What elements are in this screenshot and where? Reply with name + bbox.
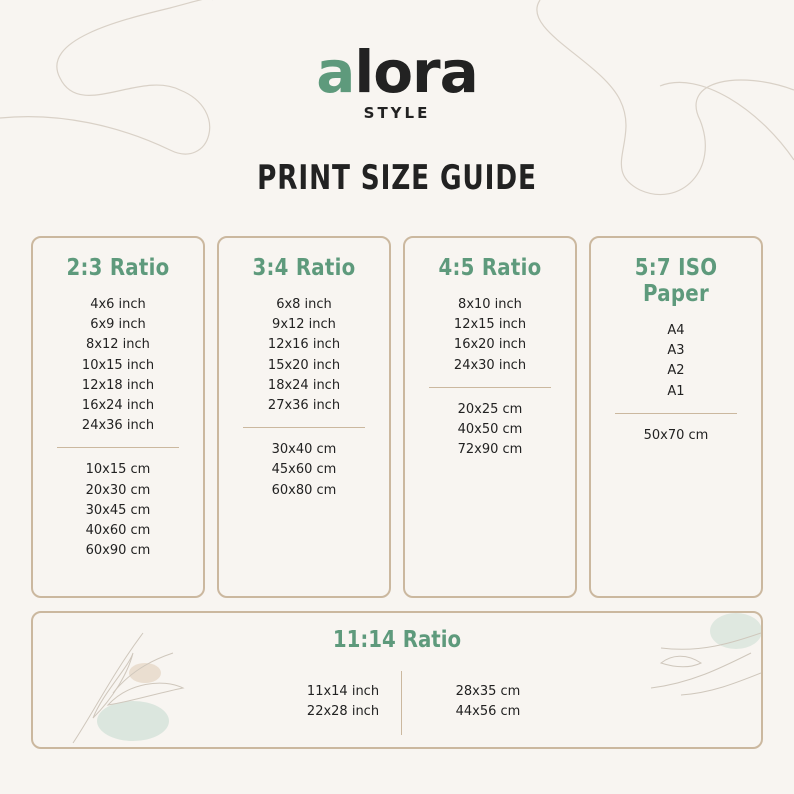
size-item: A2 (667, 363, 685, 379)
card-title: 4:5 Ratio (438, 255, 542, 281)
size-item: 18x24 inch (267, 377, 341, 393)
divider (243, 427, 365, 428)
vertical-divider (401, 671, 402, 735)
page-title: PRINT SIZE GUIDE (257, 158, 537, 198)
size-item: 12x15 inch (453, 317, 527, 333)
size-item: 6x9 inch (90, 317, 146, 333)
inch-size-list (219, 295, 389, 416)
card-title: 2:3 Ratio (66, 255, 170, 281)
size-item: 6x8 inch (276, 297, 332, 312)
divider (429, 387, 551, 388)
size-item: A1 (667, 383, 685, 399)
cm-size-list (405, 400, 575, 461)
size-item: 16x20 inch (453, 337, 527, 353)
inch-size-list (405, 295, 575, 376)
size-item: 8x12 inch (86, 337, 150, 353)
size-item: 8x10 inch (458, 297, 522, 312)
inch-size-list (33, 295, 203, 436)
size-item: 27x36 inch (267, 398, 341, 414)
size-item: 30x40 cm (271, 442, 337, 458)
card-title: 11:14 Ratio (332, 627, 462, 653)
size-item: 15x20 inch (267, 357, 341, 373)
size-item: 24x36 inch (81, 418, 155, 434)
size-item: 72x90 cm (457, 442, 523, 458)
size-item: 50x70 cm (643, 427, 709, 443)
size-item: 60x80 cm (271, 482, 337, 498)
card-title: 3:4 Ratio (252, 255, 356, 281)
size-item: A3 (667, 343, 685, 359)
size-item: 22x28 inch (306, 704, 380, 720)
divider (615, 413, 737, 414)
size-item: 45x60 cm (271, 462, 337, 478)
size-item: 28x35 cm (455, 684, 521, 699)
cm-size-list (428, 682, 548, 722)
brand-header (0, 40, 794, 122)
iso-size-list (591, 321, 761, 402)
card-title: 5:7 ISO Paper (634, 255, 718, 307)
size-item: 40x50 cm (457, 422, 523, 438)
size-item: 10x15 cm (85, 462, 151, 478)
size-item: 20x30 cm (85, 482, 151, 498)
cm-size-list (591, 426, 761, 446)
ratio-card-5-7-iso (589, 236, 763, 598)
brand-tagline: STYLE (363, 104, 431, 122)
size-item: 4x6 inch (90, 297, 146, 312)
size-item: 30x45 cm (85, 502, 151, 518)
ratio-card-2-3 (31, 236, 205, 598)
size-item: 12x16 inch (267, 337, 341, 353)
size-item: 9x12 inch (272, 317, 336, 333)
ratio-card-4-5 (403, 236, 577, 598)
divider (57, 447, 179, 448)
ratio-card-3-4 (217, 236, 391, 598)
size-item: 12x18 inch (81, 377, 155, 393)
size-item: 10x15 inch (81, 357, 155, 373)
logo-accent-letter: a (316, 38, 355, 106)
size-item: 60x90 cm (85, 543, 151, 559)
logo-wordmark: lora (354, 38, 478, 106)
cm-size-list (219, 440, 389, 501)
size-item: 20x25 cm (457, 401, 523, 417)
cm-size-list (33, 460, 203, 561)
size-item: 44x56 cm (455, 704, 521, 720)
size-item: A4 (667, 323, 685, 338)
size-item: 11x14 inch (306, 684, 380, 699)
brand-logo (0, 40, 794, 104)
size-item: 16x24 inch (81, 398, 155, 414)
inch-size-list (283, 682, 403, 722)
size-item: 24x30 inch (453, 357, 527, 373)
ratio-card-11-14 (31, 611, 763, 749)
size-item: 40x60 cm (85, 523, 151, 539)
